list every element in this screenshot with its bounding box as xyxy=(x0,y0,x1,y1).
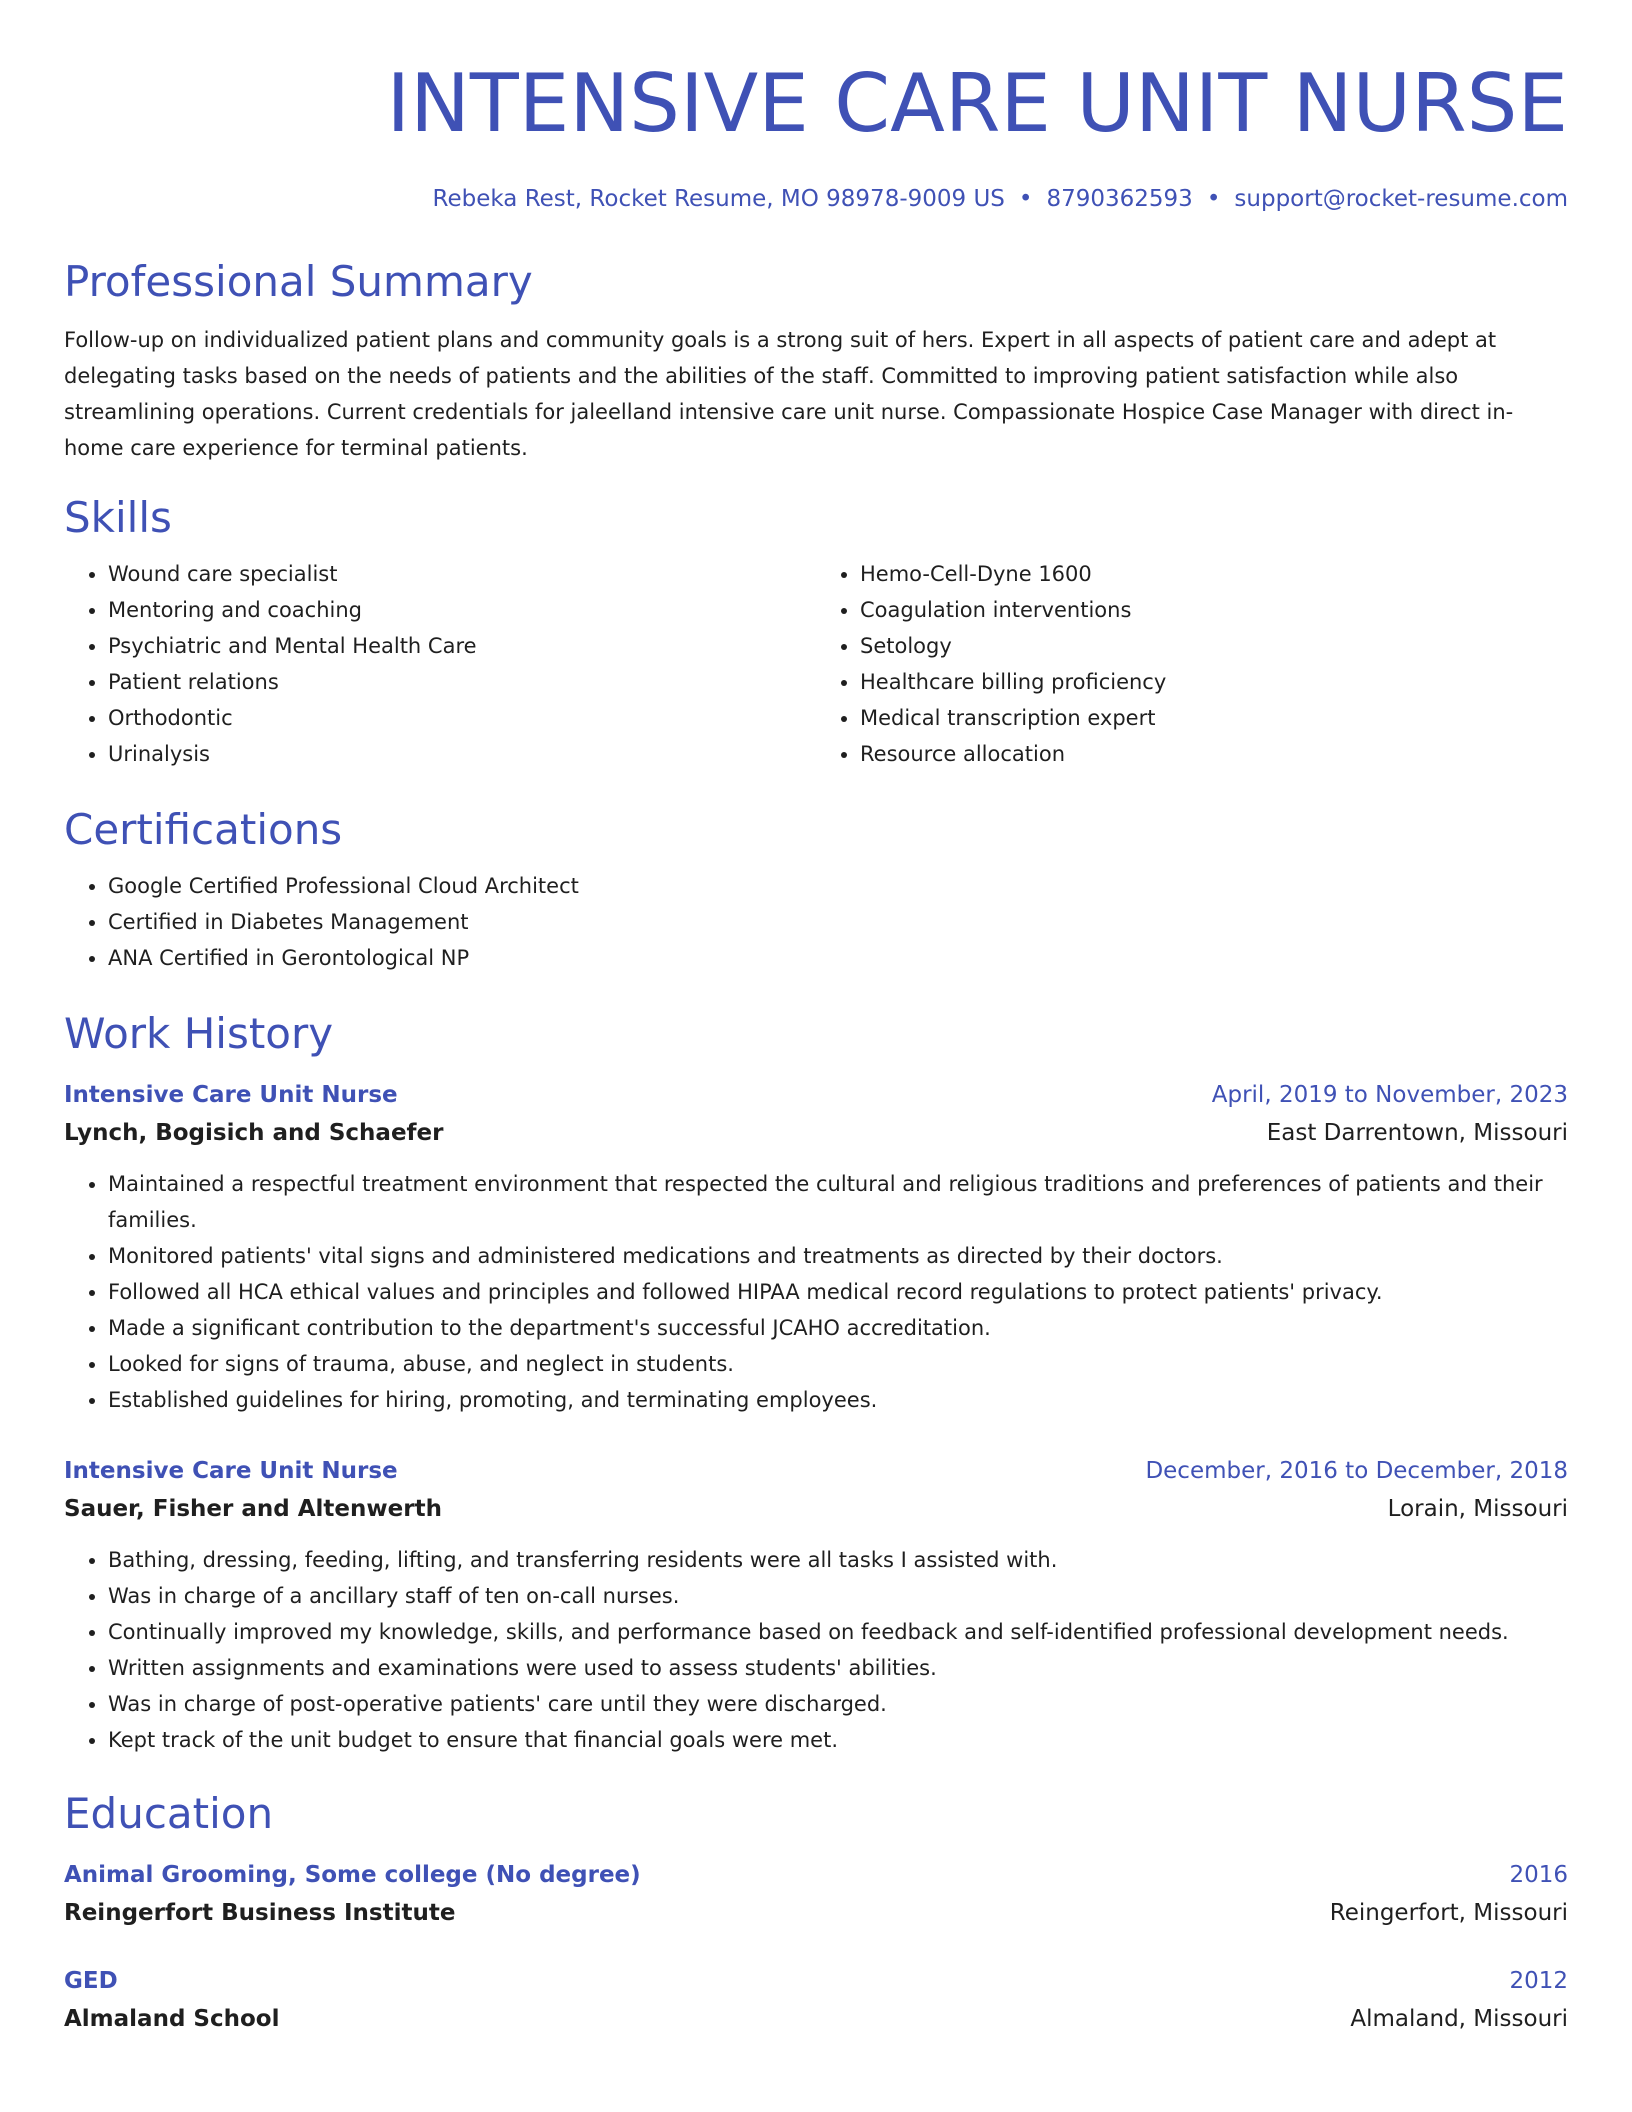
certification-item: • ANA Certified in Gerontological NP xyxy=(108,940,1568,976)
contact-line xyxy=(64,182,1568,216)
education-school: Almaland School xyxy=(64,2006,280,2032)
job-point: • Bathing, dressing, feeding, lifting, and transferring residents were all tasks I assisted with. xyxy=(108,1542,1568,1578)
job-entry xyxy=(64,1076,1568,1418)
education-degree: GED xyxy=(64,1968,118,1994)
job-point: • Maintained a respectful treatment environment that respected the cultural and religious traditions and preferences of patients and their families. xyxy=(108,1166,1568,1238)
skill-item: • Mentoring and coaching xyxy=(108,592,816,628)
skill-item: • Psychiatric and Mental Health Care xyxy=(108,628,816,664)
skill-item: • Healthcare billing proficiency xyxy=(860,664,1568,700)
certifications-list xyxy=(64,868,1568,976)
education-header-row xyxy=(64,1856,1568,1894)
job-point: • Was in charge of post-operative patients' care until they were discharged. xyxy=(108,1686,1568,1722)
skills-heading: Skills xyxy=(64,493,172,542)
job-location: East Darrentown, Missouri xyxy=(1266,1120,1568,1146)
education-school: Reingerfort Business Institute xyxy=(64,1900,456,1926)
skill-item: • Urinalysis xyxy=(108,736,816,772)
contact-separator: • xyxy=(1018,186,1033,212)
skill-item: • Wound care specialist xyxy=(108,556,816,592)
skill-item: • Patient relations xyxy=(108,664,816,700)
contact-phone[interactable]: 8790362593 xyxy=(1046,186,1193,212)
certifications-heading: Certifications xyxy=(64,805,343,854)
education-entry xyxy=(64,1856,1568,1932)
job-entry xyxy=(64,1452,1568,1758)
job-company-row xyxy=(64,1114,1568,1152)
job-point: • Kept track of the unit budget to ensure that financial goals were met. xyxy=(108,1722,1568,1758)
job-title: Intensive Care Unit Nurse xyxy=(64,1458,398,1484)
job-company: Sauer, Fisher and Altenwerth xyxy=(64,1496,442,1522)
skill-item: • Resource allocation xyxy=(860,736,1568,772)
skill-item: • Setology xyxy=(860,628,1568,664)
summary-heading: Professional Summary xyxy=(64,257,533,306)
skills-list-right xyxy=(816,556,1568,772)
education-school-row xyxy=(64,2000,1568,2038)
job-title: Intensive Care Unit Nurse xyxy=(64,1082,398,1108)
education-location: Reingerfort, Missouri xyxy=(1329,1900,1568,1926)
job-location: Lorain, Missouri xyxy=(1387,1496,1568,1522)
job-point: • Followed all HCA ethical values and principles and followed HIPAA medical record regulations to protect patients' privacy. xyxy=(108,1274,1568,1310)
contact-address: Rebeka Rest, Rocket Resume, MO 98978-9009 US xyxy=(432,186,1005,212)
skill-item: • Medical transcription expert xyxy=(860,700,1568,736)
skill-item: • Coagulation interventions xyxy=(860,592,1568,628)
job-dates: December, 2016 to December, 2018 xyxy=(1145,1458,1568,1484)
job-company-row xyxy=(64,1490,1568,1528)
certification-item: • Certified in Diabetes Management xyxy=(108,904,1568,940)
education-degree: Animal Grooming, Some college (No degree) xyxy=(64,1862,641,1888)
job-header-row xyxy=(64,1076,1568,1114)
job-header-row xyxy=(64,1452,1568,1490)
job-point: • Written assignments and examinations were used to assess students' abilities. xyxy=(108,1650,1568,1686)
job-points-list xyxy=(64,1542,1568,1758)
summary-text: Follow-up on individualized patient plans and community goals is a strong suit of hers. Expert in all aspects of patient care and adept at delegating tasks based on the needs of patients and the abilities of the staff. Committed to improving patient satisfaction while also streamlining operations. Current credentials for jaleelland intensive care unit nurse. Compassionate Hospice Case Manager with direct in-home care experience for terminal patients. xyxy=(64,328,1514,460)
job-company: Lynch, Bogisich and Schaefer xyxy=(64,1120,444,1146)
education-school-row xyxy=(64,1894,1568,1932)
education-year: 2016 xyxy=(1509,1862,1568,1888)
work-history-heading: Work History xyxy=(64,1009,334,1058)
contact-email[interactable]: support@rocket-resume.com xyxy=(1234,186,1568,212)
skills-list-left xyxy=(64,556,816,772)
skill-item: • Orthodontic xyxy=(108,700,816,736)
education-year: 2012 xyxy=(1509,1968,1568,1994)
job-point: • Looked for signs of trauma, abuse, and neglect in students. xyxy=(108,1346,1568,1382)
education-location: Almaland, Missouri xyxy=(1350,2006,1568,2032)
skills-columns xyxy=(64,556,1568,772)
job-point: • Made a significant contribution to the department's successful JCAHO accreditation. xyxy=(108,1310,1568,1346)
job-point: • Established guidelines for hiring, promoting, and terminating employees. xyxy=(108,1382,1568,1418)
job-points-list xyxy=(64,1166,1568,1418)
resume-name-title: INTENSIVE CARE UNIT NURSE xyxy=(386,57,1568,150)
skill-item: • Hemo-Cell-Dyne 1600 xyxy=(860,556,1568,592)
education-heading: Education xyxy=(64,1789,274,1838)
education-header-row xyxy=(64,1962,1568,2000)
certification-item: • Google Certified Professional Cloud Architect xyxy=(108,868,1568,904)
job-point: • Continually improved my knowledge, skills, and performance based on feedback and self-identified professional development needs. xyxy=(108,1614,1568,1650)
education-entry xyxy=(64,1962,1568,2038)
job-point: • Was in charge of a ancillary staff of ten on-call nurses. xyxy=(108,1578,1568,1614)
job-dates: April, 2019 to November, 2023 xyxy=(1211,1082,1568,1108)
contact-separator: • xyxy=(1206,186,1221,212)
job-point: • Monitored patients' vital signs and administered medications and treatments as directed by their doctors. xyxy=(108,1238,1568,1274)
